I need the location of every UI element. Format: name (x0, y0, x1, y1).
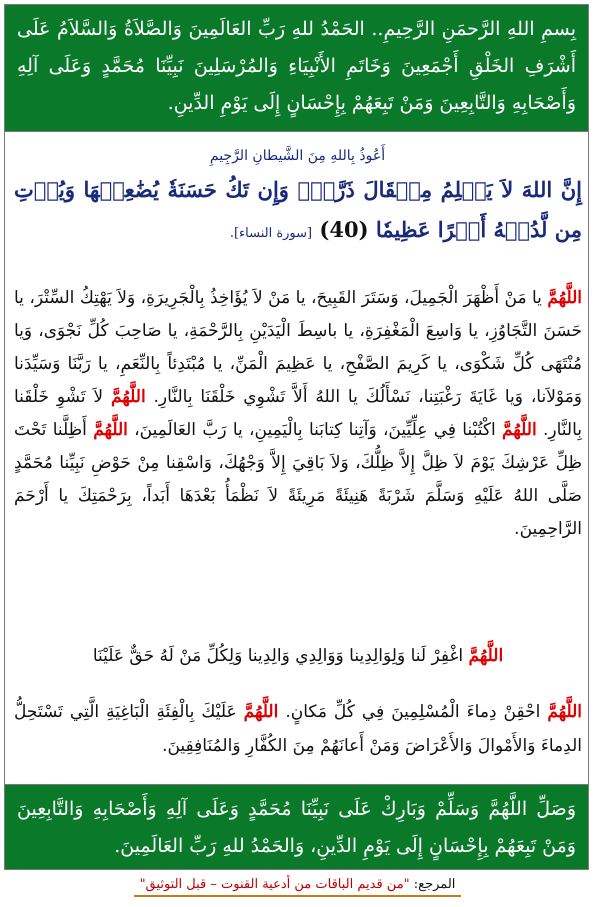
closing-box (4, 784, 589, 870)
dua-paragraph-1: يا مَنْ أَظْهَرَ الْجَمِيلَ، وَسَتَرَ القَبِيحَ، يا مَنْ لاَ يُؤَاخِذُ بِالْجَرِيرَةِ، وَلاَ يَهْتِكُ السِّتْرَ، يا حَسَنَ التَّجَاوُزِ، يا وَاسِعَ الْمَغْفِرَةِ، يا باسِطَ الْيَدَيْنِ بِالرَّحْمَةِ، يا صَاحِبَ كُلِّ نَجْوَى، وَيا مُنْتَهَى كُلِّ شَكْوَى، يا كَرِيمَ الصَّفْحِ، يا عَظِيمَ الْمَنِّ، يا مُبْتَدِئاً بِالنِّعَمِ، يا رَبَّنَا وَسَيِّدَنا وَمَوْلاَنا، وَيا غَايَةَ رَغْبَتِنا، نَسْأَلُكَ يا اللهُ أَلاَّ تَشْوِي خَلْقَنَا بِالنَّارِ. (14, 288, 583, 407)
quran-ayah (14, 170, 582, 254)
dua-paragraph-4: أَظِلَّنا تَحْتَ ظِلِّ عَرْشِكَ يَوْمَ لاَ ظِلَّ إِلاَّ ظِلُّكَ، وَلاَ بَاقِيَ إِلاَّ وَجْهُكَ، وَاسْقِنا مِنْ حَوْضِ نَبِيِّنا مُحَمَّدٍ صَلَّى اللهُ عَلَيْهِ وَسَلَّمَ شَرْبَةً هَنِيئَةً مَرِيئَةً لاَ نَظْمَأُ بَعْدَهَا أَبَداً، بِرَحْمَتِكَ يا أَرْحَمَ الرَّاحِمِينَ. (14, 420, 582, 539)
reference-box (134, 876, 462, 897)
reference-source: "من قديم الباقات من أدعية القنوت – قبل التوثيق" (139, 877, 410, 892)
closing-text: وَصَلِّ اللَّهُمَّ وَسَلِّمْ وَبَارِكْ عَلَى نَبِيِّنَا مُحَمَّدٍ وَعَلَى آلِهِ وَأَصْحَابِهِ وَالتَّابِعِينَ وَمَنْ تَبِعَهُمْ بِإِحْسَانٍ إِلَى يَوْمِ الدِّينِ، وَالحَمْدُ للهِ رَبِّ العَالَمِينَ. (17, 798, 576, 857)
allahumma-label: اللَّهُمَّ (501, 420, 537, 440)
dua-main (14, 282, 582, 546)
allahumma-label: اللَّهُمَّ (468, 646, 504, 666)
dua-forgiveness (14, 640, 582, 673)
sura-reference: [سورة النساء]. (229, 226, 313, 241)
allahumma-label: اللَّهُمَّ (547, 288, 582, 308)
opening-text: بِسمِ اللهِ الرَّحمَنِ الرَّحِيمِ.. الحَمْدُ للهِ رَبِّ العَالَمِينَ وَالصَّلاَةُ وَالسَّلاَمُ عَلَى أَشْرَفِ الخَلْقِ أَجْمَعِينَ وَخَاتَمِ الأَنْبِيَاءِ وَالمُرْسَلِينَ نَبِيِّنَا مُحَمَّدٍ وَعَلَى آلِهِ وَأَصْحَابِهِ وَالتَّابِعِينَ وَمَنْ تَبِعَهُمْ بِإِحْسَانٍ إِلَى يَوْمِ الدِّينِ. (17, 18, 576, 114)
dua-paragraph-6: احْقِنْ دِماءَ الْمُسْلِمِينَ فِي كُلِّ مَكانٍ. (285, 702, 541, 722)
dua-paragraph-7: عَلَيْكَ بِالْفِئَةِ الْبَاغِيَةِ الَّتِي تَسْتَحِلُّ الدِماءَ وَالأَمْوالَ وَالأَعْرَاضَ وَمَنْ أَعانَهُمْ مِنَ الكُفَّارِ وَالمُنَافِقِينَ. (14, 702, 582, 756)
ayah-text: إِنَّ اللهَ لاَ يَظۡلِمُ مِثۡقَالَ ذَرَّةٖۖ وَإِن تَكُ حَسَنَةٗ يُضَٰعِفۡهَا وَيُؤۡتِ مِن لَّدُنۡهُ أَجۡرًا عَظِيمٗا (14, 177, 582, 242)
allahumma-label: اللَّهُمَّ (93, 420, 128, 440)
allahumma-label: اللَّهُمَّ (110, 387, 146, 407)
taawwudh: أَعُوذُ بِاللهِ مِنَ الشَّيطانِ الرَّجِيمِ (209, 148, 386, 164)
dua-paragraph-5: اغْفِرْ لَنا وَلِوَالِدِينا وَوَالِدِي وَالِدِينا وَلِكُلِّ مَنْ لَهُ حَقٌّ عَلَيْنَا (92, 646, 464, 666)
reference-line (0, 876, 595, 897)
dua-paragraph-3: اكْتُبْنا فِي عِلِّيِّينَ، وَآتِنا كِتابَنا بِالْيَمِينِ، يا رَبَّ العَالَمِينَ، (134, 420, 496, 440)
opening-box (4, 4, 589, 132)
dua-protection (14, 695, 582, 763)
allahumma-label: اللَّهُمَّ (243, 702, 279, 722)
reference-label: المرجع: (413, 877, 456, 892)
allahumma-label: اللَّهُمَّ (547, 702, 582, 722)
dua-paragraph-2: لاَ تَشْوِ خَلْقَنا بِالنَّارِ. (14, 387, 582, 440)
ayah-number: (40) (319, 217, 369, 242)
